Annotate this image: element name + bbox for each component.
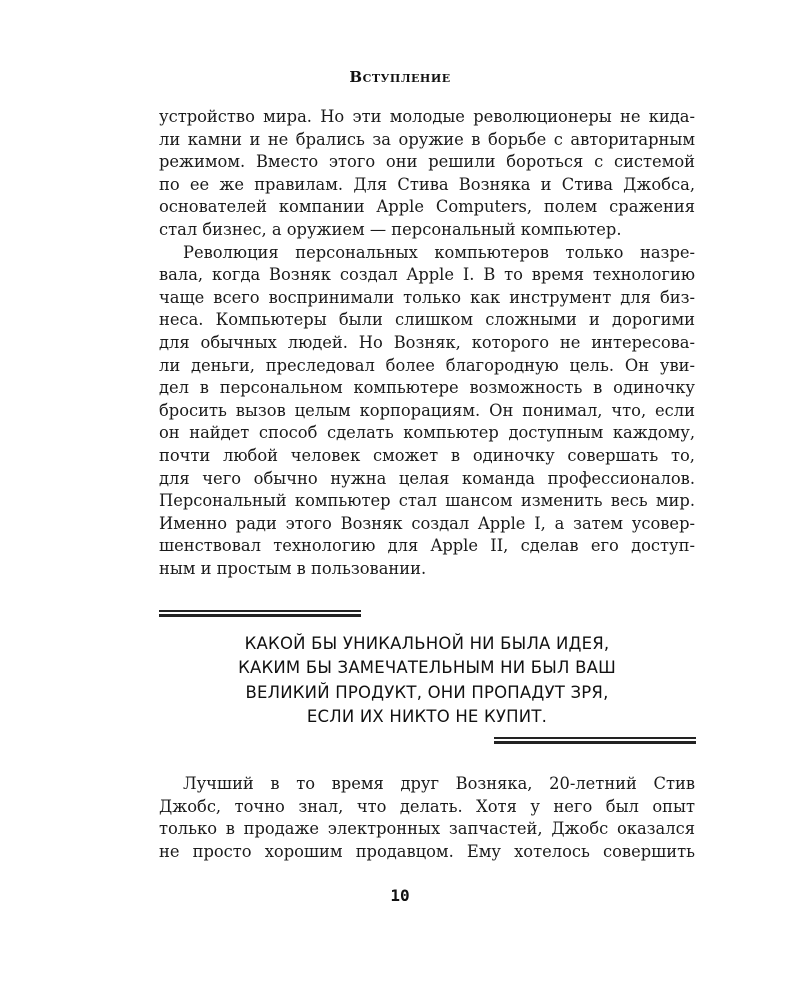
text-line: ли деньги, преследовал более благородную цель. Он уви- <box>159 355 695 375</box>
text-line: основателей компании Apple Computers, полем сражения <box>159 197 695 217</box>
text-line: по ее же правилам. Для Стива Возняка и Стива Джобса, <box>159 174 695 194</box>
pull-quote-line: ЕСЛИ ИХ НИКТО НЕ КУПИТ. <box>306 706 548 726</box>
pull-quote <box>159 632 695 729</box>
text-line: Революция персональных компьютеров только назре- <box>183 242 695 262</box>
text-line: он найдет способ сделать компьютер доступным каждому, <box>159 423 695 443</box>
text-line: устройство мира. Но эти молодые революционеры не кида- <box>159 107 695 126</box>
text-line: бросить вызов целым корпорациям. Он понимал, что, если <box>159 400 695 420</box>
text-line: Именно ради этого Возняк создал Apple I, а затем усовер- <box>159 513 695 533</box>
pull-quote-line: КАКИМ БЫ ЗАМЕЧАТЕЛЬНЫМ НИ БЫЛ ВАШ <box>238 658 616 678</box>
decorative-rule-bottom <box>494 737 696 744</box>
text-line: для обычных людей. Но Возняк, которого не интересова- <box>159 332 695 352</box>
text-line: для чего обычно нужна целая команда профессионалов. <box>159 468 695 488</box>
text-line: не просто хорошим продавцом. Ему хотелось совершить <box>159 841 695 861</box>
text-line: Джобс, точно знал, что делать. Хотя у него был опыт <box>159 796 695 816</box>
decorative-rule-top <box>159 610 361 617</box>
body-text-block-1 <box>159 106 695 580</box>
text-line: только в продаже электронных запчастей, Джобс оказался <box>159 819 695 839</box>
text-line: почти любой человек сможет в одиночку совершать то, <box>159 445 695 465</box>
text-line: ли камни и не брались за оружие в борьбе с авторитарным <box>159 129 695 149</box>
pull-quote-line: КАКОЙ БЫ УНИКАЛЬНОЙ НИ БЫЛА ИДЕЯ, <box>244 634 610 653</box>
pull-quote-line: ВЕЛИКИЙ ПРОДУКТ, ОНИ ПРОПАДУТ ЗРЯ, <box>245 682 609 702</box>
text-line: режимом. Вместо этого они решили бороться с системой <box>159 152 695 172</box>
text-line: Персональный компьютер стал шансом изменить весь мир. <box>159 491 695 511</box>
text-line: Лучший в то время друг Возняка, 20-летний Стив <box>183 774 695 793</box>
text-line: неса. Компьютеры были слишком сложными и дорогими <box>159 310 695 330</box>
page-number: 10 <box>390 886 410 905</box>
text-line: шенствовал технологию для Apple II, сделав его доступ- <box>159 536 695 556</box>
running-header: Вступление <box>349 68 451 86</box>
text-line: дел в персональном компьютере возможность в одиночку <box>159 378 695 398</box>
text-line: чаще всего воспринимали только как инструмент для биз- <box>159 287 695 307</box>
text-line: стал бизнес, а оружием — персональный компьютер. <box>159 219 622 239</box>
body-text-block-2 <box>159 773 695 863</box>
text-line: вала, когда Возняк создал Apple I. В то время технологию <box>159 265 695 285</box>
text-line: ным и простым в пользовании. <box>159 558 427 578</box>
